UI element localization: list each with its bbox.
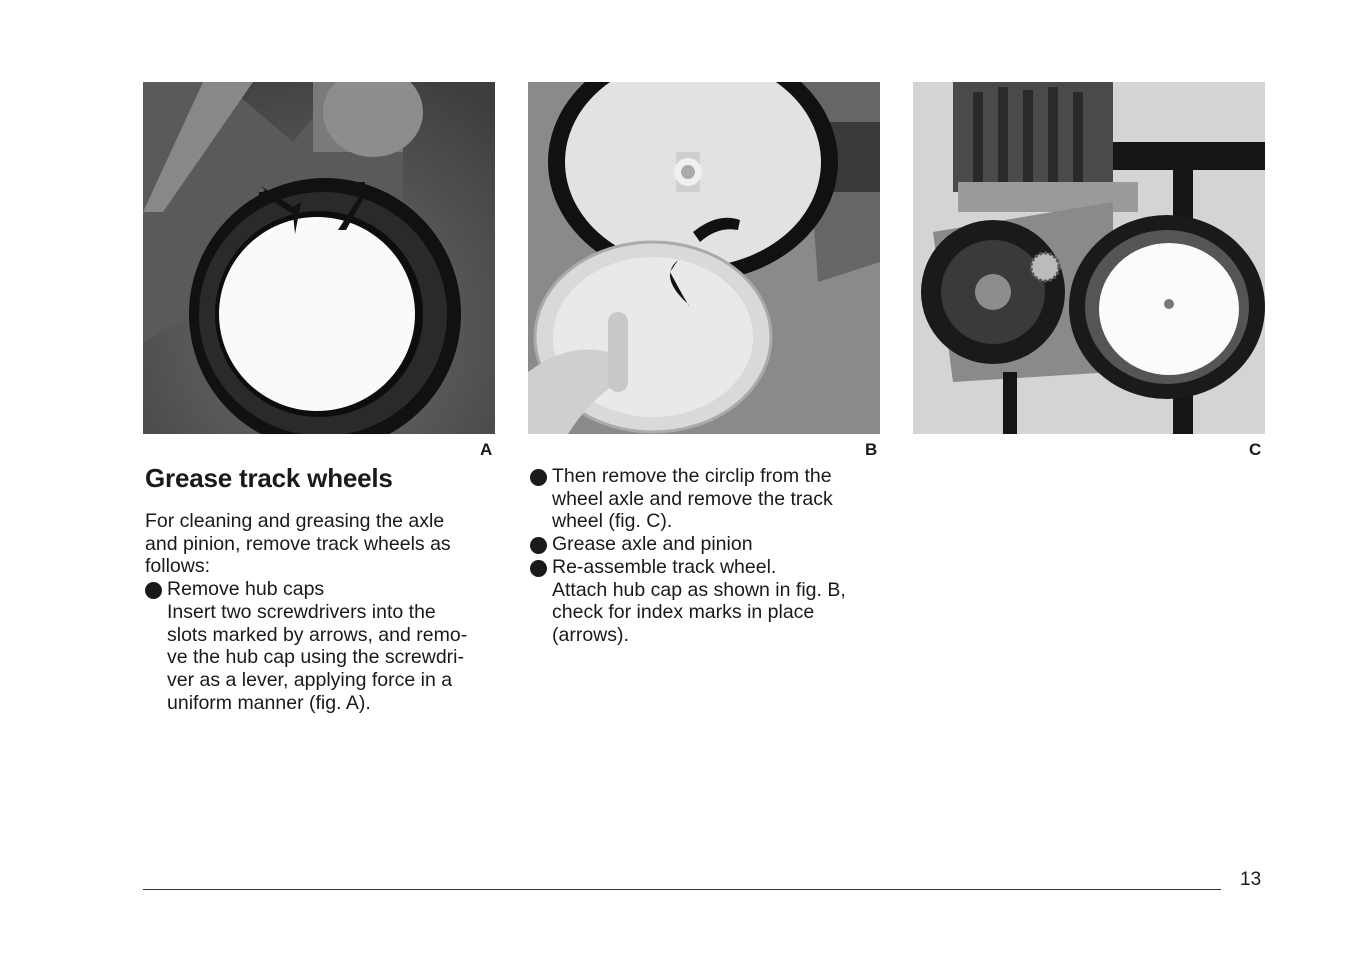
- figure-a-label: A: [480, 440, 493, 459]
- intro-paragraph: [145, 510, 495, 578]
- bullet-line: wheel axle and remove the track: [552, 487, 833, 510]
- figure-c-label: C: [1249, 440, 1262, 459]
- bullet-text: Grease axle and pinion: [552, 533, 753, 556]
- detail-line: Insert two screwdrivers into the: [167, 600, 436, 623]
- intro-line: follows:: [145, 555, 211, 578]
- instructions-column-1: [145, 510, 495, 714]
- bullet-line: Then remove the circlip from the: [552, 465, 832, 487]
- detail-line: check for index marks in place: [552, 601, 815, 624]
- detail-line: ve the hub cap using the screwdri-: [167, 646, 464, 669]
- bullet-detail: [530, 579, 880, 647]
- bullet-detail: [145, 601, 495, 715]
- bullet-text: Remove hub caps: [167, 578, 325, 601]
- figure-b-photo: [528, 82, 880, 434]
- page-number: 13: [1240, 869, 1262, 890]
- bullet-text: Re-assemble track wheel.: [552, 555, 777, 578]
- bullet-remove-circlip: [530, 465, 880, 533]
- detail-line: Attach hub cap as shown in fig. B,: [552, 578, 846, 601]
- footer-rule: [143, 889, 1221, 890]
- bullet-dot-icon: [145, 582, 162, 599]
- bullet-dot-icon: [530, 469, 547, 486]
- intro-line: and pinion, remove track wheels as: [145, 532, 451, 555]
- figure-b-label: B: [865, 440, 878, 459]
- bullet-remove-hub-caps: [145, 578, 495, 601]
- detail-line: ver as a lever, applying force in a: [167, 668, 453, 691]
- bullet-reassemble: [530, 556, 880, 579]
- section-heading: Grease track wheels: [145, 463, 393, 493]
- figure-c-photo: [913, 82, 1265, 434]
- detail-line: uniform manner (fig. A).: [167, 691, 371, 714]
- instructions-column-2: [530, 465, 880, 647]
- figure-c-illustration: [913, 82, 1265, 434]
- figure-a-illustration: [143, 82, 495, 434]
- bullet-line: wheel (fig. C).: [552, 510, 673, 533]
- figure-a-photo: [143, 82, 495, 434]
- detail-line: (arrows).: [552, 623, 629, 646]
- bullet-dot-icon: [530, 537, 547, 554]
- figure-b-illustration: [528, 82, 880, 434]
- intro-line: For cleaning and greasing the axle: [145, 510, 445, 532]
- detail-line: slots marked by arrows, and remo-: [167, 623, 468, 646]
- bullet-grease-axle: [530, 533, 880, 556]
- bullet-dot-icon: [530, 560, 547, 577]
